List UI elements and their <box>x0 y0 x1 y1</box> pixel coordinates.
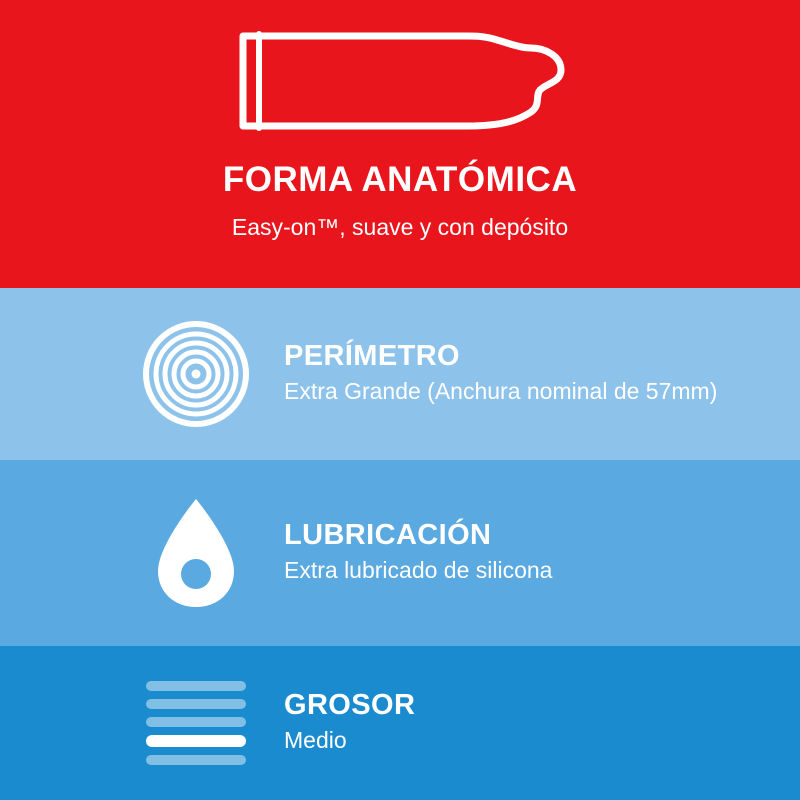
condom-outline-icon <box>235 22 565 140</box>
feature-description: Medio <box>284 727 347 754</box>
feature-title: PERÍMETRO <box>284 339 460 372</box>
feature-description: Extra lubricado de silicona <box>284 557 553 584</box>
feature-text-grosor <box>284 690 415 756</box>
page-title: FORMA ANATÓMICA <box>222 160 578 199</box>
page-subtitle: Easy-on™, suave y con depósito <box>231 214 569 240</box>
feature-row-grosor <box>0 646 800 800</box>
feature-title: GROSOR <box>284 688 416 721</box>
water-drop-icon <box>140 491 252 615</box>
feature-text-perimetro <box>284 341 717 407</box>
feature-row-perimetro <box>0 288 800 460</box>
concentric-circles-icon <box>140 318 252 430</box>
feature-text-lubricacion <box>284 520 552 586</box>
hero-section <box>0 0 800 288</box>
feature-title: LUBRICACIÓN <box>284 518 492 551</box>
feature-row-lubricacion <box>0 460 800 646</box>
thickness-bars-icon <box>140 667 252 779</box>
feature-description: Extra Grande (Anchura nominal de 57mm) <box>284 378 718 405</box>
